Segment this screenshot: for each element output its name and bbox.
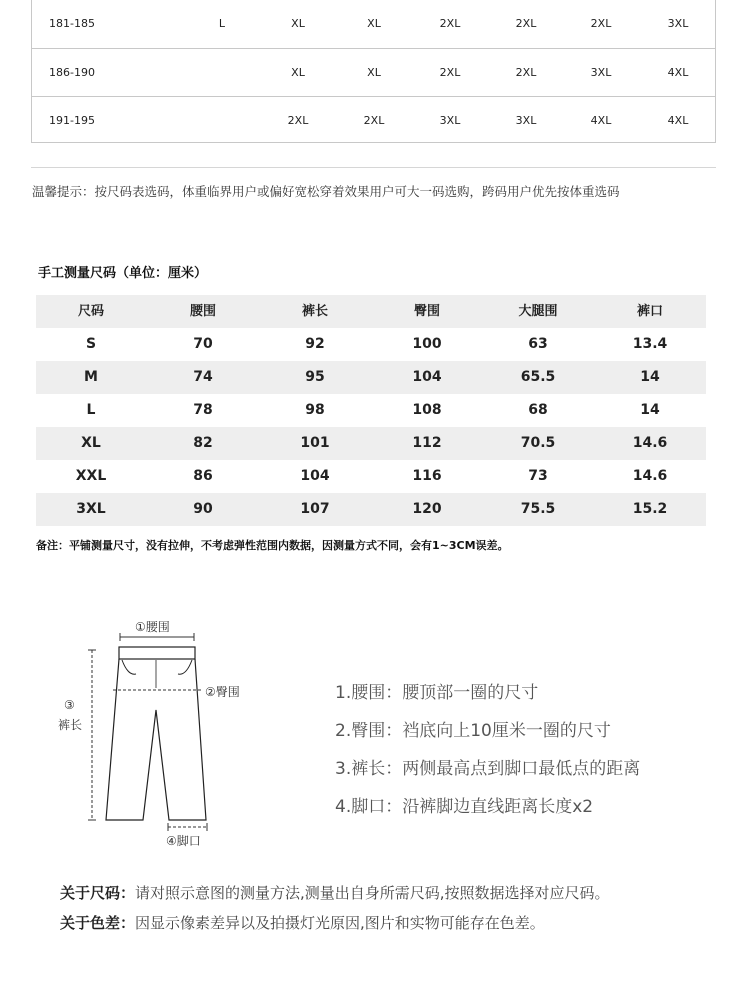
- header-cell: 臀围: [413, 304, 440, 319]
- table-cell: 92: [305, 336, 325, 352]
- about-color-text: 因显示像素差异以及拍摄灯光原因,图片和实物可能存在色差。: [135, 914, 545, 932]
- size-cell: 2XL: [287, 114, 309, 127]
- about-size-title: 关于尺码：: [60, 884, 136, 902]
- size-cell: [202, 49, 242, 96]
- hip-label: ②臀围: [205, 685, 240, 699]
- height-cell: 181-185: [49, 17, 95, 30]
- table-cell: 15.2: [632, 501, 668, 517]
- table-cell: 74: [193, 369, 213, 385]
- description-hip: 2.臀围：裆底向上10厘米一圈的尺寸: [335, 721, 611, 741]
- description-hem: 4.脚口：沿裤脚边直线距离长度x2: [335, 797, 594, 817]
- about-color-title: 关于色差：: [60, 914, 136, 932]
- table-row: [36, 394, 706, 427]
- size-cell: 2XL: [515, 17, 537, 30]
- size-cell: 3XL: [439, 114, 461, 127]
- table-cell: 70: [193, 336, 213, 352]
- table-row: [36, 361, 706, 394]
- size-cell: 4XL: [590, 114, 612, 127]
- about-color: [60, 912, 545, 933]
- table-cell: XL: [81, 435, 101, 451]
- length-number: ③: [64, 698, 75, 712]
- table-cell: 14: [640, 369, 660, 385]
- table-cell: 112: [412, 435, 442, 451]
- length-label: 裤长: [58, 718, 83, 732]
- table-cell: 78: [193, 402, 213, 418]
- table-cell: 108: [412, 402, 442, 418]
- height-cell: 191-195: [49, 114, 95, 127]
- size-cell: 2XL: [363, 114, 385, 127]
- table-header-row: [36, 295, 706, 328]
- table-cell: 98: [305, 402, 325, 418]
- measurement-note: 备注：平铺测量尺寸，没有拉伸，不考虑弹性范围内数据，因测量方式不同，会有1~3CM误差。: [36, 539, 509, 552]
- sizing-tip: 温馨提示：按尺码表选码，体重临界用户或偏好宽松穿着效果用户可大一码选购，跨码用户优先按体重选码: [32, 184, 620, 199]
- size-cell: 2XL: [590, 17, 612, 30]
- size-cell: XL: [367, 17, 381, 30]
- height-cell: 186-190: [49, 66, 95, 79]
- table-row: [32, 0, 715, 47]
- hem-label: ④脚口: [166, 834, 201, 848]
- table-cell: 104: [412, 369, 442, 385]
- table-cell: 104: [300, 468, 330, 484]
- size-cell: 2XL: [439, 17, 461, 30]
- size-cell: XL: [291, 66, 305, 79]
- table-cell: 86: [193, 468, 213, 484]
- size-cell: 4XL: [667, 114, 689, 127]
- header-cell: 裤口: [636, 304, 663, 319]
- table-row: [36, 328, 706, 361]
- description-waist: 1.腰围：腰顶部一圈的尺寸: [335, 683, 539, 703]
- table-cell: M: [84, 369, 98, 385]
- header-cell: 腰围: [189, 304, 216, 319]
- table-cell: 68: [528, 402, 548, 418]
- size-cell: 3XL: [590, 66, 612, 79]
- table-cell: 107: [300, 501, 330, 517]
- size-cell: 3XL: [515, 114, 537, 127]
- size-cell: XL: [291, 17, 305, 30]
- measurement-title: 手工测量尺码（单位：厘米）: [38, 266, 208, 281]
- table-cell: 65.5: [520, 369, 556, 385]
- table-cell: 13.4: [632, 336, 668, 352]
- table-row: [32, 96, 715, 144]
- size-cell: [202, 97, 242, 144]
- table-cell: 90: [193, 501, 213, 517]
- description-length: 3.裤长：两侧最高点到脚口最低点的距离: [335, 759, 641, 779]
- header-cell: 尺码: [77, 304, 104, 319]
- table-cell: 82: [193, 435, 213, 451]
- table-cell: 120: [412, 501, 442, 517]
- table-cell: 73: [528, 468, 548, 484]
- table-cell: 14.6: [632, 468, 668, 484]
- table-row: [36, 427, 706, 460]
- table-cell: 14.6: [632, 435, 668, 451]
- table-cell: 3XL: [76, 501, 106, 517]
- size-cell: 2XL: [439, 66, 461, 79]
- waist-label: ①腰围: [135, 620, 170, 634]
- table-cell: 95: [305, 369, 325, 385]
- table-row: [36, 493, 706, 526]
- table-cell: 14: [640, 402, 660, 418]
- table-cell: 100: [412, 336, 442, 352]
- table-cell: 116: [412, 468, 442, 484]
- size-cell: 2XL: [515, 66, 537, 79]
- header-cell: 大腿围: [518, 304, 558, 319]
- measurement-table: [36, 295, 706, 526]
- pants-diagram: [50, 610, 270, 860]
- table-cell: 75.5: [520, 501, 556, 517]
- table-cell: L: [86, 402, 96, 418]
- table-cell: 70.5: [520, 435, 556, 451]
- size-recommendation-table: [31, 0, 716, 143]
- table-cell: 101: [300, 435, 330, 451]
- table-row: [36, 460, 706, 493]
- pants-outline-icon: [50, 610, 270, 860]
- size-cell: 4XL: [667, 66, 689, 79]
- table-cell: 63: [528, 336, 548, 352]
- table-row: [32, 48, 715, 96]
- size-cell: 3XL: [667, 17, 689, 30]
- about-size: [60, 882, 610, 903]
- header-cell: 裤长: [301, 304, 328, 319]
- about-size-text: 请对照示意图的测量方法,测量出自身所需尺码,按照数据选择对应尺码。: [135, 884, 610, 902]
- table-cell: XXL: [75, 468, 107, 484]
- size-cell: XL: [367, 66, 381, 79]
- section-divider: [31, 167, 716, 168]
- table-cell: S: [85, 336, 97, 352]
- size-cell: L: [218, 17, 226, 30]
